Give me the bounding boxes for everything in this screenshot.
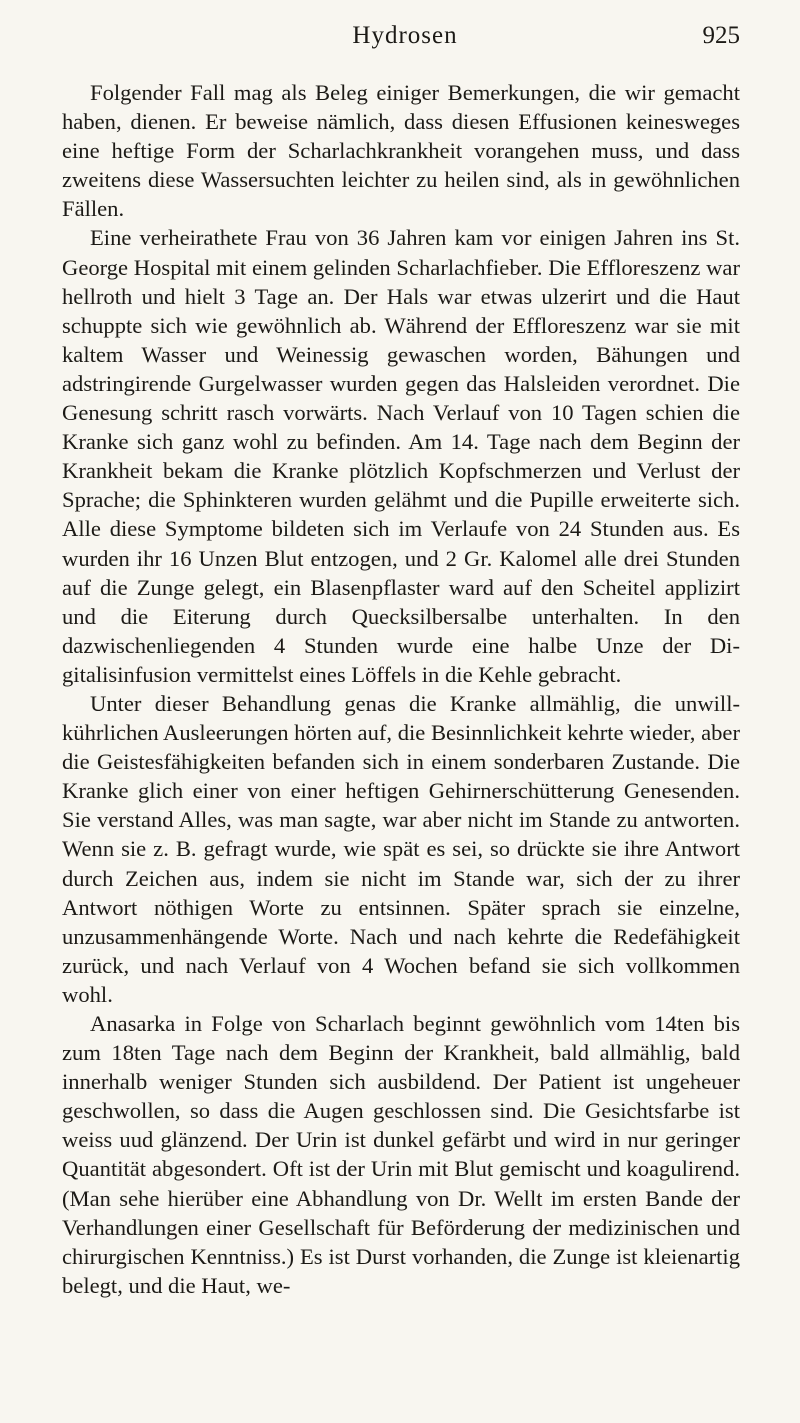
paragraph-recovery: Unter dieser Behandlung genas die Kranke allmählig, die unwillkührlichen Ausleerungen hörten auf, die Besinnlichkeit kehrte wieder, aber die Geistesfähigkeiten befanden sich in einem sonderbaren Zustande. Die Kranke glich einer von einer heftigen Gehirnerschütterung Genesenden. Sie verstand Alles, was man sagte, war aber nicht im Stande zu antworten. Wenn sie z. B. gefragt wurde, wie spät es sei, so drückte sie ihre Antwort durch Zeichen aus, indem sie nicht im Stande war, sich der zu ihrer Antwort nöthigen Worte zu entsinnen. Später sprach sie einzelne, unzusammenhängende Worte. Nach und nach kehrte die Redefähigkeit zurück, und nach Verlauf von 4 Wochen befand sie sich vollkommen wohl. [62,690,740,1007]
paragraph-case-intro: Folgender Fall mag als Beleg einiger Bemerkungen, die wir gemacht haben, dienen. Er beweise nämlich, dass diesen Effusionen keinesweges eine heftige Form der Scharlachkrankheit vorangehen muss, und dass zweitens diese Wassersuchten leichter zu heilen sind, als in gewöhnlichen Fällen. [62,80,740,222]
paragraph-anasarka: Anasarka in Folge von Scharlach beginnt gewöhnlich vom 14ten bis zum 18ten Tage nach dem Beginn der Krankheit, bald allmählig, bald innerhalb weniger Stunden sich ausbildend. Der Patient ist ungeheuer geschwollen, so dass die Augen geschlossen sind. Die Gesichtsfarbe ist weiss uud glänzend. Der Urin ist dunkel gefärbt und wird in nur geringer Quantität abgesondert. Oft ist der Urin mit Blut gemischt und koagulirend. (Man sehe hierüber eine Abhandlung von Dr. Wellt im ersten Bande der Verhandlungen einer Gesellschaft für Beförderung der medizinischen und chirurgischen Kenntniss.) Es ist Durst vorhanden, die Zunge ist kleienartig belegt, und die Haut, we- [62,1011,740,1298]
paragraph-case-history: Eine verheirathete Frau von 36 Jahren kam vor einigen Jahren ins St. George Hospital mit einem gelinden Scharlachfieber. Die Effloreszenz war hellroth und hielt 3 Tage an. Der Hals war etwas ulzerirt und die Haut schuppte sich wie gewöhnlich ab. Während der Effloreszenz war sie mit kaltem Wasser und Weinessig gewaschen worden, Bähungen und adstringirende Gurgelwasser wurden gegen das Halsleiden verordnet. Die Genesung schritt rasch vorwärts. Nach Verlauf von 10 Tagen schien die Kranke sich ganz wohl zu befinden. Am 14. Tage nach dem Beginn der Krankheit bekam die Kranke plötzlich Kopfschmerzen und Verlust der Sprache; die Sphinkteren wurden gelähmt und die Pupille erweiterte sich. Alle diese Symptome bildeten sich im Verlaufe von 24 Stunden aus. Es wurden ihr 16 Unzen Blut entzogen, und 2 Gr. Kalomel alle drei Stunden auf die Zunge gelegt, ein Blasenpflaster ward auf den Scheitel applizirt und die Eiterung durch Quecksilbersalbe unterhalten. In den dazwischenliegenden 4 Stunden wurde eine halbe Unze der Digitalisinfusion vermittelst eines Löffels in die Kehle gebracht. [62,225,740,687]
page-number: 925 [702,22,740,49]
body-text [62,78,740,1300]
running-title: Hydrosen [352,22,458,49]
running-head [70,18,740,52]
